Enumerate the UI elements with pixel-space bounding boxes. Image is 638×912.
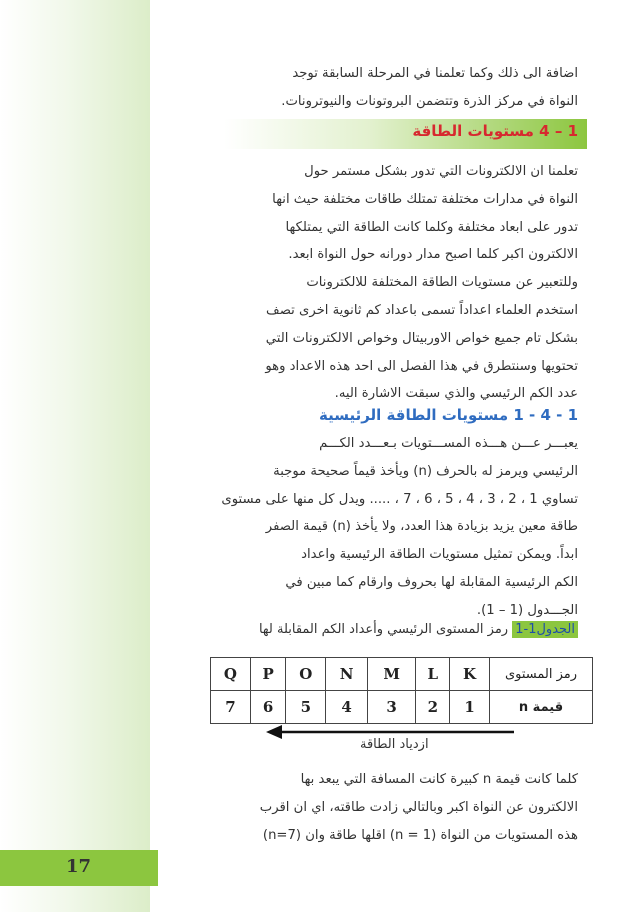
- section-line: الالكترون اكبر كلما اصبح مدار دورانه حول النواة ابعد.: [288, 247, 578, 263]
- side-decoration-band: [0, 0, 150, 912]
- subsection-paragraph: [203, 430, 578, 625]
- closing-line: كلما كانت قيمة n كبيرة كانت المسافة التي يبعد بها: [300, 772, 578, 787]
- table-cell-letter: N: [326, 658, 368, 691]
- subsection-line: طاقة معين يزيد بزيادة هذا العدد، ولا يأخذ (n) قيمة الصفر: [265, 519, 578, 535]
- section-line: استخدم العلماء اعداداً تسمى باعداد كم ثانوية اخرى تصف: [266, 302, 578, 318]
- table-cell-letter: O: [286, 658, 326, 691]
- table-cell-value: 1: [450, 691, 490, 724]
- closing-paragraph: [203, 766, 578, 849]
- section-line: وللتعبير عن مستويات الطاقة المختلفة للالكترونات: [306, 275, 578, 291]
- table-caption-text: رمز المستوى الرئيسي وأعداد الكم المقابلة لها: [258, 622, 509, 637]
- table-cell-value: 2: [416, 691, 450, 724]
- table-cell-value: 6: [250, 691, 285, 724]
- section-line: النواة في مدارات مختلفة تمتلك طاقات مختلفة حيث انها: [272, 191, 578, 207]
- table-row-header: رمز المستوى: [490, 658, 593, 691]
- subsection-line: الجـــدول (1 – 1).: [476, 602, 578, 618]
- table-cell-letter: K: [450, 658, 490, 691]
- subsection-line: ابداً. ويمكن تمثيل مستويات الطاقة الرئيسية واعداد: [301, 547, 578, 563]
- table-caption-label: الجدول1-1: [512, 621, 578, 638]
- intro-line: النواة في مركز الذرة وتتضمن البروتونات والنيوترونات.: [281, 93, 578, 109]
- arrow-label: ازدياد الطاقة: [360, 737, 429, 752]
- intro-line: اضافة الى ذلك وكما تعلمنا في المرحلة السابقة توجد: [292, 66, 578, 81]
- subsection-line: الرئيسي ويرمز له بالحرف (n) ويأخذ قيماً صحيحة موجبة: [273, 463, 578, 479]
- table-cell-value: 5: [286, 691, 326, 724]
- closing-line: الالكترون عن النواة اكبر وبالتالي زادت طاقته، اي ان اقرب: [259, 799, 578, 815]
- table-row-letters: [211, 658, 593, 691]
- page-number: 17: [66, 856, 92, 877]
- table-cell-value: 4: [326, 691, 368, 724]
- table-cell-letter: P: [250, 658, 285, 691]
- table-row-header: قيمة n: [490, 691, 593, 724]
- section-line: تحتويها وسنتطرق في هذا الفصل الى احد هذه الاعداد وهو: [265, 358, 578, 374]
- section-line: تدور على ابعاد مختلفة وكلما كانت الطاقة التي يمتلكها: [285, 219, 578, 235]
- energy-levels-table: [210, 657, 593, 724]
- table-caption: [259, 622, 578, 637]
- table-cell-value: 3: [367, 691, 416, 724]
- section-paragraph: [203, 158, 578, 408]
- table-cell-letter: L: [416, 658, 450, 691]
- table-row-values: [211, 691, 593, 724]
- table-cell-value: 7: [211, 691, 251, 724]
- side-decoration-strip: [150, 0, 158, 912]
- subsection-line: الكم الرئيسية المقابلة لها بحروف وارقام كما مبين في: [285, 574, 578, 590]
- subsection-line: يعبـــر عـــن هـــذه المســـتويات بـعـــدد الكـــم: [319, 436, 578, 451]
- subsection-line: تساوي 1 ، 2 ، 3 ، 4 ، 5 ، 6 ، 7 ، ..... ويدل كل منها على مستوى: [221, 491, 578, 507]
- subsection-title: 1 - 4 - 1 مستويات الطاقة الرئيسية: [318, 406, 578, 424]
- table-cell-letter: Q: [211, 658, 251, 691]
- table-cell-letter: M: [367, 658, 416, 691]
- closing-line: هذه المستويات من النواة (n = 1) اقلها طاقة وان (n=7): [262, 827, 578, 843]
- section-title: 1 – 4 مستويات الطاقة: [412, 122, 578, 140]
- section-line: تعلمنا ان الالكترونات التي تدور بشكل مستمر حول: [304, 164, 578, 179]
- section-line: بشكل تام جميع خواص الاوربيتال وخواص الالكترونات التي: [265, 330, 578, 346]
- section-line: عدد الكم الرئيسي والذي سبقت الاشارة اليه.: [334, 386, 578, 402]
- intro-paragraph: [203, 60, 578, 116]
